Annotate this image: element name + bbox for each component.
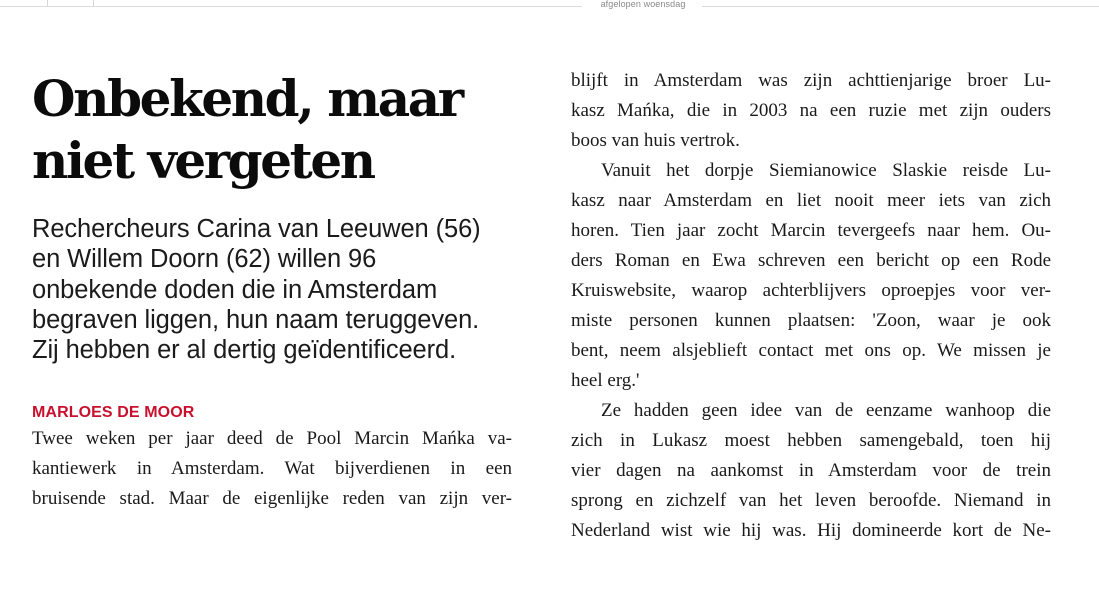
headline-line: niet vergeten (32, 131, 374, 190)
body-line: Vanuit het dorpje Siemianowice Slaskie reisde Lu- (601, 160, 1051, 181)
headline (32, 68, 512, 192)
date-label (0, 0, 1099, 9)
intro-text: Rechercheurs Carina van Leeuwen (56) en Willem Doorn (62) willen 96 onbekende doden die in Amsterdam begraven liggen, hun naam teruggeven. Zij hebben er al dertig geïdentificeerd. (32, 215, 481, 365)
body-line: vier dagen na aankomst in Amsterdam voor de trein (571, 460, 1051, 481)
body-line: horen. Tien jaar zocht Marcin tevergeefs naar hem. Ou- (571, 220, 1051, 241)
article-left-column (32, 68, 512, 514)
body-line: heel erg.' (571, 370, 640, 391)
body-line: Kruiswebsite, waarop achterblijvers oproepjes voor ver- (571, 280, 1051, 301)
body-line: bent, neem alsjeblieft contact met ons op. We missen je (571, 340, 1051, 361)
body-line: zich in Lukasz moest hebben samengebald, toen hij (571, 430, 1051, 451)
body-paragraph (571, 396, 1051, 546)
body-line: kantiewerk in Amsterdam. Wat bijverdienen in een (32, 458, 512, 480)
body-paragraph (571, 156, 1051, 396)
top-bar (0, 0, 1099, 12)
body-paragraph (32, 424, 512, 514)
headline-line: Onbekend, maar (32, 69, 462, 128)
body-paragraph (571, 66, 1051, 156)
body-line: kasz Mańka, die in 2003 na een ruzie met zijn ouders (571, 100, 1051, 121)
body-line: Nederland wist wie hij was. Hij domineerde kort de Ne- (571, 520, 1051, 541)
article-right-column (571, 66, 1051, 546)
body-line: miste personen kunnen plaatsen: 'Zoon, waar je ook (571, 310, 1051, 331)
body-line: kasz naar Amsterdam en liet nooit meer iets van zich (571, 190, 1051, 211)
body-line: boos van huis vertrok. (571, 130, 740, 151)
date-label-text: afgelopen woensdag (597, 0, 690, 9)
body-line: blijft in Amsterdam was zijn achttienjarige broer Lu- (571, 70, 1051, 91)
byline: MARLOES DE MOOR (32, 404, 195, 422)
body-line: bruisende stad. Maar de eigenlijke reden van zijn ver- (32, 488, 512, 510)
body-line: ders Roman en Ewa schreven een bericht op een Rode (571, 250, 1051, 271)
body-line: Ze hadden geen idee van de eenzame wanhoop die (601, 400, 1051, 421)
body-line: Twee weken per jaar deed de Pool Marcin Mańka va- (32, 428, 512, 450)
body-line: sprong en zichzelf van het leven beroofde. Niemand in (571, 490, 1051, 511)
